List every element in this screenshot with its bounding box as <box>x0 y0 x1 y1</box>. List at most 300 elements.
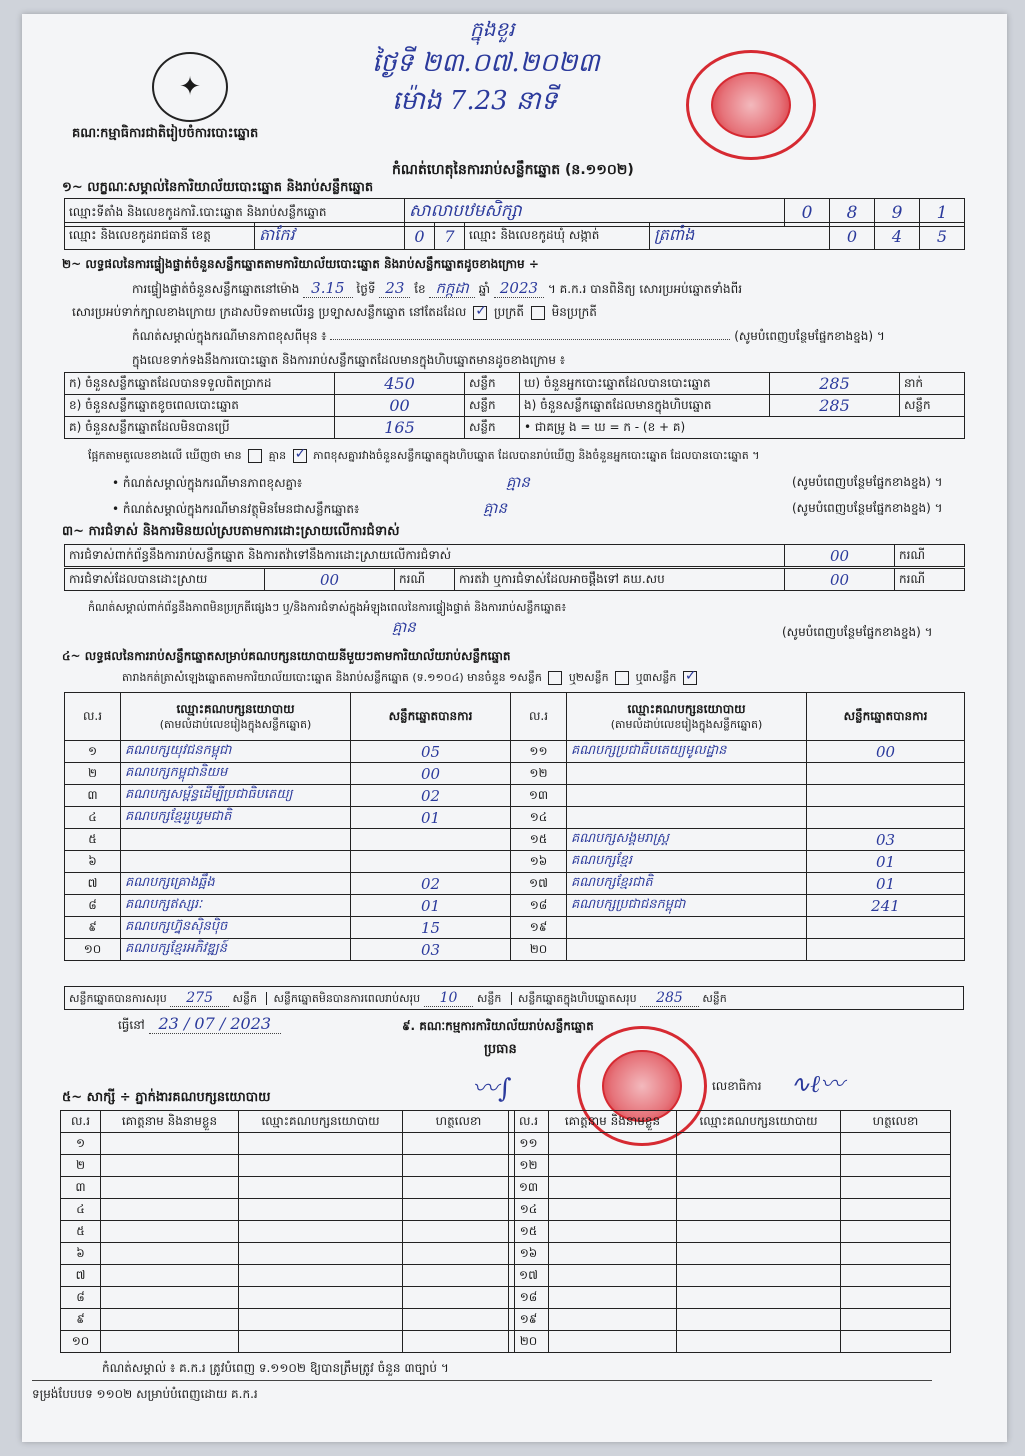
party-name <box>567 939 807 961</box>
party-votes: 03 <box>807 829 965 851</box>
total-box: 285 <box>640 990 699 1007</box>
witness-name-cell[interactable] <box>549 1133 677 1155</box>
witness-sign-cell[interactable] <box>403 1155 515 1177</box>
chair-label: ប្រធាន <box>484 1042 517 1057</box>
party-no: ៥ <box>65 829 121 851</box>
handwritten-top: ក្នុងខួរ <box>470 17 515 41</box>
witness-no: ៤ <box>61 1199 101 1221</box>
note2-value: គ្មាន <box>506 473 530 491</box>
col-name: គោត្តនាម និងនាមខ្លួន <box>101 1111 239 1133</box>
party-no: ១៦ <box>511 851 567 873</box>
total-invalid: 10 <box>424 990 474 1007</box>
witness-name-cell[interactable] <box>101 1243 239 1265</box>
witness-row <box>61 1265 515 1287</box>
done-label: ធ្វើនៅ <box>118 1018 145 1032</box>
province-label: ឈ្មោះ និងលេខកូដរាជធានី ខេត្ត <box>65 223 255 250</box>
emblem-logo: ✦ <box>152 52 228 122</box>
section5-note: កំណត់សម្គាល់ ៖ គ.ក.រ ត្រូវបំពេញ ទ.១១០២ ឱ្យបានត្រឹមត្រូវ ចំនួន ៣ច្បាប់ ។ <box>102 1361 449 1375</box>
witness-party-cell[interactable] <box>677 1221 841 1243</box>
section2-title: ២~ លទ្ធផលនៃការផ្ទៀងផ្ទាត់ចំនួនសន្លឹកឆ្នោតតាមការិយាល័យបោះឆ្នោត និងរាប់សន្លឹកឆ្នោតដូចខាងក្រោម ÷ <box>62 257 539 271</box>
witness-name-cell[interactable] <box>549 1177 677 1199</box>
witness-sign-cell[interactable] <box>841 1177 951 1199</box>
col-no: ល.រ <box>509 1111 549 1133</box>
witness-sign-cell[interactable] <box>841 1199 951 1221</box>
unit: សន្លឹក <box>702 992 727 1005</box>
witness-no: ១១ <box>509 1133 549 1155</box>
diff-note-label: កំណត់សម្គាល់ក្នុងករណីមានភាពខុសពីមុន ៖ <box>132 329 327 343</box>
irregularity-note-value: គ្មាន <box>392 618 416 636</box>
station-value: សាលាបឋមសិក្សា <box>405 199 785 227</box>
section1-title: ១~ លក្ខណៈសម្គាល់នៃការិយាល័យបោះឆ្នោត និងរាប់សន្លឹកឆ្នោត <box>62 180 374 195</box>
party-name: គណបក្សយុវជនកម្ពុជា <box>121 741 351 763</box>
cases-label: ករណី <box>895 569 965 591</box>
witness-party-cell[interactable] <box>239 1133 403 1155</box>
party-results-table <box>64 692 965 961</box>
witness-name-cell[interactable] <box>101 1221 239 1243</box>
party-votes: 15 <box>351 917 511 939</box>
col-name: គោត្តនាម និងនាមខ្លួន <box>549 1111 677 1133</box>
party-votes: 01 <box>351 895 511 917</box>
witness-sign-cell[interactable] <box>841 1309 951 1331</box>
witness-name-cell[interactable] <box>101 1199 239 1221</box>
witness-row <box>61 1243 515 1265</box>
witness-row <box>61 1221 515 1243</box>
unit: សន្លឹក <box>232 992 257 1005</box>
witness-sign-cell[interactable] <box>403 1243 515 1265</box>
col-no: ល.រ <box>61 1111 101 1133</box>
party-row <box>65 763 965 785</box>
result-label: ក) ចំនួនសន្លឹកឆ្នោតដែលបានទទួលពិតប្រាកដ <box>65 373 335 395</box>
total-box-label: សន្លឹកឆ្នោតក្នុងហិបឆ្នោតសរុប <box>517 992 637 1005</box>
party-votes <box>807 917 965 939</box>
party-votes: 241 <box>807 895 965 917</box>
witness-row <box>509 1309 951 1331</box>
witness-name-cell[interactable] <box>101 1133 239 1155</box>
spoiled-ballots: 00 <box>335 395 465 417</box>
witness-sign-cell[interactable] <box>403 1265 515 1287</box>
party-no: ៤ <box>65 807 121 829</box>
witness-no: ១៥ <box>509 1221 549 1243</box>
party-name: គណបក្សសង្គមរាស្ត្រ <box>567 829 807 851</box>
verify-month-label: ខែ <box>414 282 426 296</box>
unit: សន្លឹក <box>476 992 502 1005</box>
total-valid-label: សន្លឹកឆ្នោតបានការសរុប <box>69 992 167 1005</box>
witness-no: ១៣ <box>509 1177 549 1199</box>
province-code-digit: 7 <box>435 223 465 250</box>
witness-party-cell[interactable] <box>239 1155 403 1177</box>
party-no: ១ <box>65 741 121 763</box>
witness-no: ៦ <box>61 1243 101 1265</box>
section5-title: ៥~ សាក្សី ÷ ភ្នាក់ងារគណបក្សនយោបាយ <box>62 1090 271 1105</box>
witness-party-cell[interactable] <box>677 1265 841 1287</box>
witness-no: ៣ <box>61 1177 101 1199</box>
secretary-label: លេខាធិការ <box>712 1079 762 1093</box>
party-no: ១៤ <box>511 807 567 829</box>
party-no: ២០ <box>511 939 567 961</box>
total-invalid-label: សន្លឹកឆ្នោតមិនបានការពេលរាប់សរុប <box>273 992 421 1005</box>
abnormal-checkbox[interactable] <box>531 306 545 320</box>
party-name <box>567 785 807 807</box>
unused-ballots: 165 <box>335 417 465 439</box>
witness-name-cell[interactable] <box>549 1221 677 1243</box>
witness-party-cell[interactable] <box>677 1133 841 1155</box>
commune-code-digit: 4 <box>875 223 920 250</box>
section1-table-row2 <box>64 222 965 250</box>
party-row <box>65 939 965 961</box>
verify-text: ការផ្ទៀងផ្ទាត់ចំនួនសន្លឹកឆ្នោតនៅម៉ោង <box>132 282 300 296</box>
irregularity-note: កំណត់សម្គាល់ពាក់ព័ន្ធនឹងភាពមិនប្រក្រតីផ្សេងៗ ឬ/និងការជំទាស់ក្នុងអំឡុងពេលនៃការផ្ទៀងផ្ទាត់ និងការរាប់សន្លឹកឆ្នោត៖ <box>88 601 567 614</box>
witness-no: ១ <box>61 1133 101 1155</box>
one-sheet-checkbox[interactable] <box>548 671 562 685</box>
tally-sheet-text: តារាងកត់ត្រាសំឡេងឆ្នោតតាមការិយាល័យបោះឆ្នោត និងរាប់សន្លឹកឆ្នោត (ទ.១១០៤) មានចំនួន ១សន្លឹក <box>122 671 542 684</box>
party-votes: 05 <box>351 741 511 763</box>
witness-sign-cell[interactable] <box>403 1133 515 1155</box>
section4-title: ៤~ លទ្ធផលនៃការរាប់សន្លឹកឆ្នោតសម្រាប់គណបក្សនយោបាយនីមួយៗតាមការិយាល័យរាប់សន្លឹកឆ្នោត <box>62 649 511 663</box>
note3-label: • កំណត់សម្គាល់ក្នុងករណីមានវត្ថុមិនមែនជាសន្លឹកឆ្នោត៖ <box>112 502 360 516</box>
witness-table-left <box>60 1110 515 1353</box>
party-votes: 03 <box>351 939 511 961</box>
committee-label: ៩. គណៈកម្មការការិយាល័យរាប់សន្លឹកឆ្នោត <box>402 1019 594 1033</box>
party-no: ២ <box>65 763 121 785</box>
party-no: ១៨ <box>511 895 567 917</box>
commune-code-digit: 0 <box>830 223 875 250</box>
witness-no: ២ <box>61 1155 101 1177</box>
party-name: គណបក្សខ្មែររួបរួមជាតិ <box>121 807 351 829</box>
witness-row <box>61 1199 515 1221</box>
voters-count: 285 <box>770 373 900 395</box>
witness-party-cell[interactable] <box>677 1287 841 1309</box>
witness-sign-cell[interactable] <box>403 1331 515 1353</box>
witness-row <box>61 1177 515 1199</box>
fill-more-text: (សូមបំពេញបន្ថែមផ្នែកខាងខ្នង) ។ <box>792 475 943 489</box>
party-no: ១១ <box>511 741 567 763</box>
witness-row <box>509 1221 951 1243</box>
objections-table-row2 <box>64 568 965 591</box>
form-title: កំណត់ហេតុនៃការរាប់សន្លឹកឆ្នោត (ន.១១០២) <box>392 162 634 178</box>
party-no: ១៩ <box>511 917 567 939</box>
witness-name-cell[interactable] <box>101 1177 239 1199</box>
verify-time: 3.15 <box>303 279 352 298</box>
party-votes <box>807 807 965 829</box>
witness-party-cell[interactable] <box>677 1243 841 1265</box>
cases-label: ករណី <box>395 569 455 591</box>
fill-more-text: (សូមបំពេញបន្ថែមផ្នែកខាងខ្នង) ។ <box>782 625 933 639</box>
totals-line <box>64 986 964 1010</box>
witness-name-cell[interactable] <box>549 1155 677 1177</box>
witness-name-cell[interactable] <box>549 1287 677 1309</box>
witness-no: ៥ <box>61 1221 101 1243</box>
authority-name: គណៈកម្មាធិការជាតិរៀបចំការបោះឆ្នោត <box>72 126 259 141</box>
witness-no: ៧ <box>61 1265 101 1287</box>
province-value: តាកែវ <box>255 223 405 250</box>
witness-sign-cell[interactable] <box>841 1287 951 1309</box>
party-name <box>567 917 807 939</box>
witness-sign-cell[interactable] <box>841 1331 951 1353</box>
party-votes <box>807 785 965 807</box>
party-name: គណបក្សខ្មែរ <box>567 851 807 873</box>
party-votes: 00 <box>351 763 511 785</box>
party-row <box>65 829 965 851</box>
col-party: ឈ្មោះគណបក្សនយោបាយ <box>239 1111 403 1133</box>
station-code-digit: 8 <box>830 199 875 227</box>
witness-row <box>509 1331 951 1353</box>
verify-day: 23 <box>379 279 410 298</box>
station-code-digit: 1 <box>920 199 965 227</box>
resolved-count: 00 <box>265 569 395 591</box>
witness-no: ១៤ <box>509 1199 549 1221</box>
formula: • ជាគម្រូ ង = ឃ = ក - (ខ + គ) <box>520 417 965 439</box>
footer-divider <box>32 1380 932 1381</box>
witness-sign-cell[interactable] <box>403 1221 515 1243</box>
compare-tail: ភាពខុសគ្នារវាងចំនួនសន្លឹកឆ្នោតក្នុងហិបឆ្នោត ដែលបានរាប់ឃើញ និងចំនួនអ្នកបោះឆ្នោត ដែលបានបោះឆ្នោត ។ <box>313 449 760 462</box>
witness-name-cell[interactable] <box>101 1309 239 1331</box>
party-name: គណបក្សឥស្សរៈ <box>121 895 351 917</box>
witness-no: ៩ <box>61 1309 101 1331</box>
party-name: គណបក្សគ្រោងឆ្អឹង <box>121 873 351 895</box>
results-table <box>64 372 965 439</box>
witness-sign-cell[interactable] <box>403 1177 515 1199</box>
no-diff-checkbox[interactable] <box>293 449 307 463</box>
witness-sign-cell[interactable] <box>841 1155 951 1177</box>
witness-sign-cell[interactable] <box>403 1309 515 1331</box>
party-votes: 01 <box>807 851 965 873</box>
party-votes: 00 <box>807 741 965 763</box>
note2-line <box>112 474 992 491</box>
col-party: ឈ្មោះគណបក្សនយោបាយ (តាមលំដាប់លេខរៀងក្នុងសន្លឹកឆ្នោត) <box>567 693 807 741</box>
compare-line <box>88 448 759 464</box>
witness-name-cell[interactable] <box>549 1309 677 1331</box>
col-sign: ហត្ថលេខា <box>841 1111 951 1133</box>
witness-row <box>61 1331 515 1353</box>
col-party: ឈ្មោះគណបក្សនយោបាយ <box>677 1111 841 1133</box>
note3-value: គ្មាន <box>483 499 507 517</box>
commune-code-digit: 5 <box>920 223 965 250</box>
abnormal-label: មិនប្រក្រតី <box>551 305 597 319</box>
party-no: ១៥ <box>511 829 567 851</box>
verify-year: 2023 <box>494 279 544 298</box>
witness-sign-cell[interactable] <box>841 1243 951 1265</box>
witness-row <box>509 1155 951 1177</box>
party-votes <box>807 763 965 785</box>
verify-tail: ។ គ.ក.រ បានពិនិត្យ សោរប្រអប់ឆ្នោតទាំងពីរ <box>547 282 742 296</box>
party-name <box>121 851 351 873</box>
result-label: គ) ចំនួនសន្លឹកឆ្នោតដែលមិនបានប្រើ <box>65 417 335 439</box>
col-party: ឈ្មោះគណបក្សនយោបាយ (តាមលំដាប់លេខរៀងក្នុងសន្លឹកឆ្នោត) <box>121 693 351 741</box>
verify-month: កក្កដា <box>429 279 474 298</box>
witness-party-cell[interactable] <box>239 1265 403 1287</box>
three-sheets-checkbox[interactable] <box>683 671 697 685</box>
col-votes: សន្លឹកឆ្នោតបានការ <box>807 693 965 741</box>
party-no: ១០ <box>65 939 121 961</box>
no-diff-label: គ្មាន <box>268 449 287 462</box>
note2-label: • កំណត់សម្គាល់ក្នុងករណីមានភាពខុសគ្នា៖ <box>112 476 303 490</box>
witness-party-cell[interactable] <box>239 1243 403 1265</box>
section3-title: ៣~ ការជំទាស់ និងការមិនយល់ស្របតាមការដោះស្រាយលើការជំទាស់ <box>62 524 400 539</box>
party-row <box>65 785 965 807</box>
ballots-in-box: 285 <box>770 395 900 417</box>
handwritten-time: ម៉ោង 7.23 នាទី <box>392 86 558 116</box>
witness-name-cell[interactable] <box>101 1265 239 1287</box>
objection-row-label: ការជំទាស់ពាក់ព័ន្ធនឹងការរាប់សន្លឹកឆ្នោត និងការតវ៉ាទៅនឹងការដោះស្រាយលើការជំទាស់ <box>65 545 785 567</box>
unit: សន្លឹក <box>900 395 965 417</box>
witness-no: ១២ <box>509 1155 549 1177</box>
party-no: ១២ <box>511 763 567 785</box>
witness-no: ១០ <box>61 1331 101 1353</box>
party-name: គណបក្សកម្ពុជានិយម <box>121 763 351 785</box>
party-name <box>567 763 807 785</box>
col-no: ល.រ <box>65 693 121 741</box>
party-votes: 02 <box>351 873 511 895</box>
party-name: គណបក្សខ្មែរជាតិ <box>567 873 807 895</box>
two-sheets-label: ឬ២សន្លឹក <box>568 671 609 684</box>
party-name: គណបក្សហ្វ៊ុនស៊ិនប៉ិច <box>121 917 351 939</box>
witness-party-cell[interactable] <box>239 1287 403 1309</box>
normal-label: ប្រក្រតី <box>494 305 525 319</box>
party-no: ១៧ <box>511 873 567 895</box>
col-sign: ហត្ថលេខា <box>403 1111 515 1133</box>
witness-row <box>61 1309 515 1331</box>
witness-no: ១៩ <box>509 1309 549 1331</box>
province-code-digit: 0 <box>405 223 435 250</box>
witness-no: ១៦ <box>509 1243 549 1265</box>
appeal-label: ការតវ៉ា ឬការជំទាស់ដែលអាចផ្ដឹងទៅ គឃ.សប <box>455 569 785 591</box>
fill-more-text: (សូមបំពេញបន្ថែមផ្នែកខាងខ្នង) ។ <box>734 329 885 343</box>
party-no: ៦ <box>65 851 121 873</box>
party-row <box>65 807 965 829</box>
witness-name-cell[interactable] <box>101 1155 239 1177</box>
witness-party-cell[interactable] <box>239 1309 403 1331</box>
witness-name-cell[interactable] <box>101 1331 239 1353</box>
seal-condition-text: សោរប្រអប់ទាក់ក្បាលខាងក្រោយ ក្រដាសបិទតាមលើរន្ធ ប្រទ្បាសសន្លឹកឆ្នោត នៅតែដដែល <box>72 305 467 319</box>
witness-sign-cell[interactable] <box>403 1287 515 1309</box>
station-label: ឈ្មោះទីតាំង និងលេខកូដការិ.បោះឆ្នោត និងរាប់សន្លឹកឆ្នោត <box>65 199 405 227</box>
footer-text: ទម្រង់បែបបទ ១១០២ សម្រាប់បំពេញដោយ គ.ក.រ <box>32 1387 258 1401</box>
witness-party-cell[interactable] <box>677 1155 841 1177</box>
witness-row <box>61 1155 515 1177</box>
witness-party-cell[interactable] <box>239 1199 403 1221</box>
tally-sheet-line <box>122 670 700 686</box>
result-label: ង) ចំនួនសន្លឹកឆ្នោតដែលមានក្នុងហិបឆ្នោត <box>520 395 770 417</box>
party-row <box>65 741 965 763</box>
party-name <box>121 829 351 851</box>
witness-party-cell[interactable] <box>239 1331 403 1353</box>
witness-name-cell[interactable] <box>549 1331 677 1353</box>
done-date: 23 / 07 / 2023 <box>149 1014 282 1034</box>
witness-party-cell[interactable] <box>239 1177 403 1199</box>
objections-table <box>64 544 965 567</box>
station-code-digit: 9 <box>875 199 920 227</box>
party-name: គណបក្សខ្មែរអភិវឌ្ឍន៍ <box>121 939 351 961</box>
handwritten-date: ថ្ងៃទី ២៣.០៧.២០២៣ <box>372 48 600 78</box>
party-row <box>65 917 965 939</box>
done-date-line <box>118 1016 281 1033</box>
has-diff-checkbox[interactable] <box>248 449 262 463</box>
party-no: ៣ <box>65 785 121 807</box>
unit: សន្លឹក <box>465 395 520 417</box>
compare-text: ផ្អែកតាមតួលេខខាងលើ ឃើញថា មាន <box>88 449 242 462</box>
witness-sign-cell[interactable] <box>841 1265 951 1287</box>
witness-row <box>509 1243 951 1265</box>
verify-year-label: ឆ្នាំ <box>478 282 491 296</box>
fill-more-text: (សូមបំពេញបន្ថែមផ្នែកខាងខ្នង) ។ <box>792 501 943 515</box>
witness-no: ១៧ <box>509 1265 549 1287</box>
seal-condition-line <box>72 304 597 320</box>
diff-note-line <box>132 328 992 344</box>
party-no: ៩ <box>65 917 121 939</box>
note3-line <box>112 500 992 517</box>
witness-table-right <box>508 1110 951 1353</box>
party-row <box>65 851 965 873</box>
witness-row <box>509 1265 951 1287</box>
witness-party-cell[interactable] <box>677 1309 841 1331</box>
form-paper <box>22 14 1007 1442</box>
witness-sign-cell[interactable] <box>841 1133 951 1155</box>
normal-checkbox[interactable] <box>473 306 487 320</box>
witness-party-cell[interactable] <box>677 1331 841 1353</box>
witness-no: ១៨ <box>509 1287 549 1309</box>
party-no: ៧ <box>65 873 121 895</box>
witness-row <box>61 1287 515 1309</box>
party-votes <box>807 939 965 961</box>
witness-name-cell[interactable] <box>549 1265 677 1287</box>
witness-party-cell[interactable] <box>239 1221 403 1243</box>
witness-sign-cell[interactable] <box>403 1199 515 1221</box>
cases-label: ករណី <box>895 545 965 567</box>
witness-sign-cell[interactable] <box>841 1221 951 1243</box>
verify-day-label: ថ្ងៃទី <box>356 282 376 296</box>
party-name <box>567 807 807 829</box>
col-votes: សន្លឹកឆ្នោតបានការ <box>351 693 511 741</box>
party-no: ១៣ <box>511 785 567 807</box>
commune-label: ឈ្មោះ និងលេខកូដឃុំ សង្កាត់ <box>465 223 650 250</box>
witness-row <box>61 1133 515 1155</box>
party-votes <box>351 829 511 851</box>
col-no: ល.រ <box>511 693 567 741</box>
witness-row <box>509 1287 951 1309</box>
party-row <box>65 895 965 917</box>
party-votes: 01 <box>351 807 511 829</box>
witness-party-cell[interactable] <box>677 1177 841 1199</box>
two-sheets-checkbox[interactable] <box>615 671 629 685</box>
result-label: ខ) ចំនួនសន្លឹកឆ្នោតខូចពេលបោះឆ្នោត <box>65 395 335 417</box>
party-votes <box>351 851 511 873</box>
result-label: ឃ) ចំនួនអ្នកបោះឆ្នោតដែលបានបោះឆ្នោត <box>520 373 770 395</box>
party-name: គណបក្សសម្ព័ន្ធដើម្បីប្រជាធិបតេយ្យ <box>121 785 351 807</box>
station-code-digit: 0 <box>785 199 830 227</box>
witness-party-cell[interactable] <box>677 1199 841 1221</box>
witness-no: ៨ <box>61 1287 101 1309</box>
chair-signature: 〰∫ <box>472 1074 512 1104</box>
commune-value: ត្រពាំង <box>650 223 830 250</box>
results-intro: ក្នុងលេខទាក់ទងនឹងការបោះឆ្នោត និងការរាប់សន្លឹកឆ្នោតដែលមានក្នុងហិបឆ្នោតមានដូចខាងក្រោម ៖ <box>132 353 566 367</box>
unit: សន្លឹក <box>465 373 520 395</box>
witness-row <box>509 1177 951 1199</box>
party-name: គណបក្សប្រជាធិបតេយ្យមូលដ្ឋាន <box>567 741 807 763</box>
resolved-label: ការជំទាស់ដែលបានដោះស្រាយ <box>65 569 265 591</box>
verify-line <box>132 280 742 297</box>
total-valid: 275 <box>170 990 229 1007</box>
unit: សន្លឹក <box>465 417 520 439</box>
appeal-count: 00 <box>785 569 895 591</box>
witness-name-cell[interactable] <box>549 1199 677 1221</box>
witness-row <box>509 1199 951 1221</box>
party-votes: 02 <box>351 785 511 807</box>
witness-name-cell[interactable] <box>101 1287 239 1309</box>
three-sheets-label: ឬ៣សន្លឹក <box>635 671 677 684</box>
party-votes: 01 <box>807 873 965 895</box>
witness-name-cell[interactable] <box>549 1243 677 1265</box>
witness-no: ២០ <box>509 1331 549 1353</box>
